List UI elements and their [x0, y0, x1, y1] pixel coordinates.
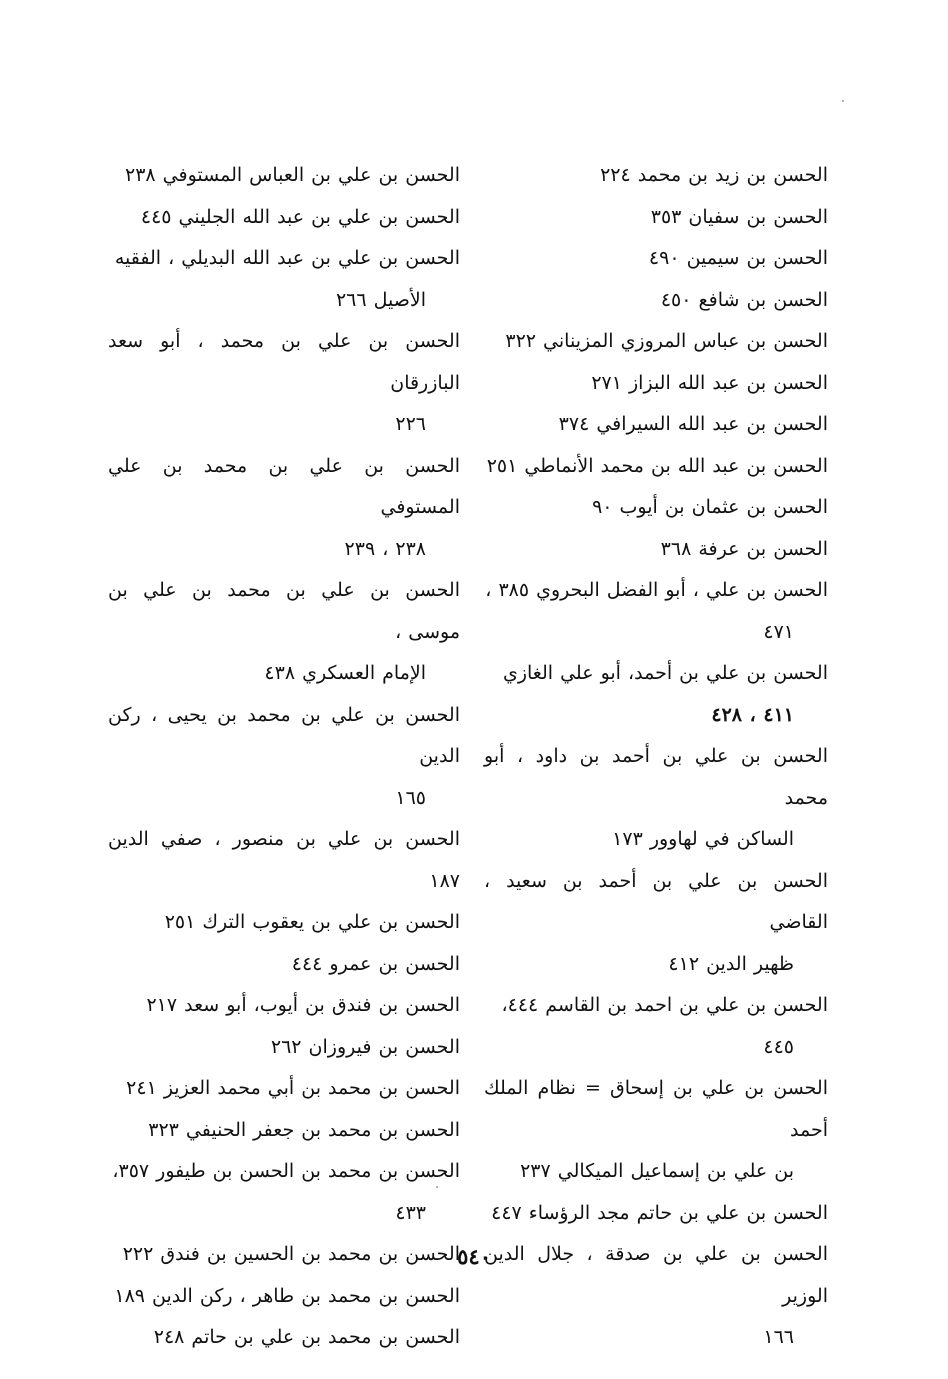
index-entry: [108, 570, 460, 695]
index-entry-text: الحسن بن عبد الله البزاز ٢٧١: [591, 371, 828, 394]
index-entry-text: الحسن بن عرفة ٣٦٨: [660, 537, 828, 560]
index-entry-continuation: الأصيل ٢٦٦: [335, 288, 426, 311]
index-entry-text: الحسن بن عبد الله بن محمد الأنماطي ٢٥١: [486, 454, 828, 477]
index-entry-continuation: الساكن في لهاوور ١٧٣: [612, 828, 794, 850]
index-entry-continuation: ١٦٦: [763, 1326, 794, 1348]
index-entry: [484, 653, 828, 736]
index-entry-continuation: الإمام العسكري ٤٣٨: [264, 662, 426, 684]
index-entry: [108, 1110, 460, 1152]
index-entry: [484, 861, 828, 986]
index-entry: [108, 944, 460, 986]
index-entry-text: الحسن بن عبد الله السيرافي ٣٧٤: [558, 413, 828, 435]
index-entry-continuation: ٢٢٦: [395, 413, 426, 435]
index-entry-text: الحسن بن علي بن محمد بن علي المستوفي: [108, 454, 460, 518]
index-entry-text: الحسن بن علي بن العباس المستوفي ٢٣٨: [125, 164, 460, 186]
index-entry: [484, 404, 828, 446]
index-entry: [484, 363, 828, 405]
index-entry-continuation: ٤٤٥: [763, 1035, 794, 1058]
index-entry-continuation: بن علي بن إسماعيل الميكالي ٢٣٧: [520, 1160, 794, 1182]
index-entry-text: الحسن بن فندق بن أيوب، أبو سعد ٢١٧: [146, 994, 460, 1016]
index-entry: [484, 736, 828, 861]
index-entry-text: الحسن بن علي بن أحمد، أبو علي الغازي: [502, 662, 828, 684]
index-entry-text: الحسن بن علي بن محمد بن يحيى ، ركن الدين: [108, 703, 460, 767]
index-column-right: [484, 155, 828, 1359]
index-entry: [484, 1193, 828, 1235]
index-entry-text: الحسن بن محمد بن الحسن بن طيفور ٣٥٧،: [112, 1160, 460, 1182]
index-entry: [108, 1317, 460, 1359]
index-entry: [108, 695, 460, 820]
index-entry-continuation: ٤٧١: [763, 620, 794, 643]
index-entry: [484, 570, 828, 653]
index-entry-text: الحسن بن علي بن احمد بن القاسم ٤٤٤،: [501, 994, 828, 1016]
index-entry-text: الحسن بن سيمين ٤٩٠: [648, 247, 828, 269]
index-entry: [108, 985, 460, 1027]
index-entry: [484, 197, 828, 239]
index-entry: [484, 238, 828, 280]
index-entry-text: الحسن بن علي بن محمد بن علي بن موسى ،: [108, 579, 460, 643]
index-entry-continuation: ظهير الدين ٤١٢: [668, 952, 794, 975]
index-entry-text: الحسن بن علي بن عبد الله البديلي ، الفقيه: [114, 247, 460, 269]
index-entry: [484, 985, 828, 1068]
index-entry-text: الحسن بن محمد بن جعفر الحنيفي ٣٢٣: [148, 1118, 460, 1141]
index-entry-text: الحسن بن علي بن حاتم مجد الرؤساء ٤٤٧: [491, 1201, 828, 1224]
index-entry: [484, 529, 828, 571]
index-entry-text: الحسن بن علي بن عبد الله الجليني ٤٤٥: [140, 205, 460, 228]
index-entry-text: الحسن بن سفيان ٣٥٣: [650, 205, 828, 228]
index-entry: [108, 1151, 460, 1234]
index-entry-text: الحسن بن عمرو ٤٤٤: [291, 952, 460, 975]
index-entry: [108, 321, 460, 446]
index-entry-continuation: ٤٣٣: [395, 1201, 426, 1224]
index-entry-text: الحسن بن علي بن منصور ، صفي الدين ١٨٧: [108, 828, 460, 892]
index-entry: [108, 1068, 460, 1110]
index-entry: [484, 1234, 828, 1359]
index-entry: [108, 446, 460, 571]
index-entry: [108, 1234, 460, 1276]
paper-speck: [842, 100, 844, 102]
index-entry: [484, 446, 828, 488]
index-entry: [484, 321, 828, 363]
index-entry: [484, 487, 828, 529]
index-entry-text: الحسن بن عباس المروزي المزيناني ٣٢٢: [505, 330, 828, 352]
index-entry: [484, 280, 828, 322]
index-entry: [108, 238, 460, 321]
index-entry-text: الحسن بن علي بن يعقوب الترك ٢٥١: [164, 911, 460, 933]
index-entry-text: الحسن بن علي بن أحمد بن سعيد ، القاضي: [484, 869, 828, 933]
index-entry-text: الحسن بن عثمان بن أيوب ٩٠: [592, 496, 828, 518]
index-entry-text: الحسن بن علي بن صدقة ، جلال الدين الوزير: [484, 1243, 828, 1307]
index-entry: [108, 1276, 460, 1318]
index-entry-text: الحسن بن علي بن إسحاق = نظام الملك أحمد: [484, 1077, 828, 1141]
index-entry: [108, 819, 460, 902]
page-number: ٥٤٠: [457, 1244, 491, 1269]
index-entry: [108, 155, 460, 197]
index-entry-text: الحسن بن فيروزان ٢٦٢: [270, 1035, 460, 1058]
index-entry-text: الحسن بن علي بن أحمد بن داود ، أبو محمد: [484, 745, 828, 809]
index-entry-text: الحسن بن محمد بن أبي محمد العزيز ٢٤١: [126, 1077, 460, 1099]
index-entry-text: الحسن بن علي بن محمد ، أبو سعد البازرقان: [108, 330, 460, 394]
index-entry: [108, 902, 460, 944]
index-entry-continuation: ٤١١ ، ٤٢٨: [711, 703, 794, 726]
index-column-left: [108, 155, 460, 1359]
index-entry-continuation: ١٦٥: [395, 786, 426, 809]
index-entry-text: الحسن بن زيد بن محمد ٢٢٤: [600, 164, 828, 186]
index-entry-text: الحسن بن علي ، أبو الفضل البحروي ٣٨٥ ،: [485, 579, 828, 601]
index-entry: [484, 1068, 828, 1193]
index-entry-text: الحسن بن شافع ٤٥٠: [660, 288, 828, 311]
index-entry-text: الحسن بن محمد بن الحسين بن فندق ٢٢٢: [122, 1243, 460, 1265]
index-entry-continuation: ٢٣٨ ، ٢٣٩: [344, 537, 426, 560]
index-entry: [108, 197, 460, 239]
index-entry: [484, 155, 828, 197]
index-entry-text: الحسن بن محمد بن طاهر ، ركن الدين ١٨٩: [114, 1284, 460, 1307]
paper-speck: [436, 1186, 438, 1188]
index-entry: [108, 1027, 460, 1069]
index-entry-text: الحسن بن محمد بن علي بن حاتم ٢٤٨: [153, 1326, 460, 1348]
